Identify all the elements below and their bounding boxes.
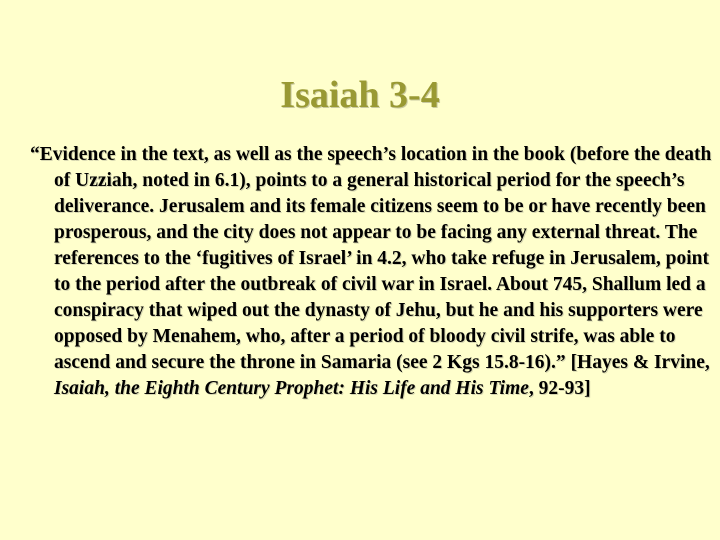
slide-title: Isaiah 3-4 [280,74,440,116]
quote-text: “Evidence in the text, as well as the speech’s location in the book (before the death of Uzziah, noted in 6.1), points to a general historical period for the speech’s deliverance. Jerusalem and its female citizens seem to be or have recently been prosperous, and the city does not appear to be facing any external threat. The references to the ‘fugitives of Israel’ in 4.2, who take refuge in Jerusalem, point to the period after the outbreak of civil war in Israel. About 745, Shallum led a conspiracy that wiped out the dynasty of Jehu, but he and his supporters were opposed by Menahem, who, after a period of bloody civil strife, was able to ascend and secure the throne in Samaria (see 2 Kgs 15.8-16).” [30,144,712,373]
citation-authors: [Hayes & Irvine, [570,352,710,373]
citation-book-title: Isaiah, the Eighth Century Prophet: His Life and His Time [54,378,529,399]
citation-pages: , 92-93] [528,378,591,399]
slide-body [30,142,718,402]
